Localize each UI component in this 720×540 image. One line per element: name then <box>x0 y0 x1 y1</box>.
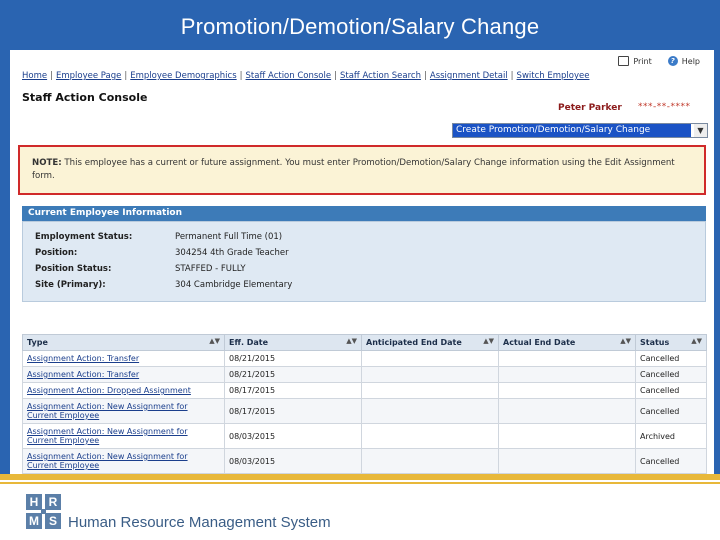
logo-letter: R <box>45 494 61 510</box>
row-type-link[interactable]: Assignment Action: New Assignment for Current Employee <box>27 427 188 445</box>
row-actual-end <box>499 449 636 474</box>
table-row[interactable] <box>23 424 707 449</box>
info-value: 304254 4th Grade Teacher <box>175 248 289 258</box>
hrms-logo <box>26 494 61 529</box>
staff-action-select[interactable] <box>452 123 708 138</box>
column-header-type[interactable]: Type ▲▼ <box>23 335 225 351</box>
slide-title: Promotion/Demotion/Salary Change <box>180 14 540 39</box>
row-eff-date: 08/21/2015 <box>225 351 362 367</box>
help-icon: ? <box>668 56 678 66</box>
row-type-link[interactable]: Assignment Action: Transfer <box>27 354 140 363</box>
row-actual-end <box>499 351 636 367</box>
sort-icon[interactable]: ▲▼ <box>691 337 702 345</box>
row-type-link[interactable]: Assignment Action: New Assignment for Current Employee <box>27 402 188 420</box>
chevron-down-icon[interactable]: ▼ <box>694 124 707 137</box>
table-row[interactable] <box>23 399 707 424</box>
top-links <box>618 56 700 66</box>
footer-gold-bar <box>0 474 720 480</box>
staff-action-table <box>22 334 707 474</box>
info-label: Site (Primary): <box>35 280 106 290</box>
row-status: Cancelled <box>636 383 707 399</box>
sort-icon[interactable]: ▲▼ <box>483 337 494 345</box>
print-link[interactable] <box>618 56 651 66</box>
breadcrumb-employee-demographics[interactable]: Employee Demographics <box>130 71 237 81</box>
screenshot-frame <box>0 50 720 474</box>
info-label: Employment Status: <box>35 232 133 242</box>
row-type-link[interactable]: Assignment Action: New Assignment for Current Employee <box>27 452 188 470</box>
breadcrumb-switch-employee[interactable]: Switch Employee <box>516 71 590 81</box>
logo-letter: M <box>26 513 42 529</box>
help-link[interactable] <box>668 56 700 66</box>
row-anticipated-end <box>362 367 499 383</box>
row-eff-date: 08/03/2015 <box>225 424 362 449</box>
column-header-actual-end-date[interactable]: Actual End Date ▲▼ <box>499 335 636 351</box>
info-label: Position: <box>35 248 78 258</box>
logo-letter: S <box>45 513 61 529</box>
row-type-link[interactable]: Assignment Action: Transfer <box>27 370 140 379</box>
column-header-eff-date[interactable]: Eff. Date ▲▼ <box>225 335 362 351</box>
breadcrumb-staff-action-search[interactable]: Staff Action Search <box>339 71 421 81</box>
table-row[interactable] <box>23 383 707 399</box>
sort-icon[interactable]: ▲▼ <box>209 337 220 345</box>
breadcrumb: Home | Employee Page | Employee Demographics | Staff Action Console | Staff Action Search | Assignment Detail | Switch Employee <box>22 71 590 81</box>
employee-info-header: Current Employee Information <box>22 206 706 221</box>
breadcrumb-assignment-detail[interactable]: Assignment Detail <box>429 71 508 81</box>
employee-id-masked: ***-**-**** <box>638 102 691 112</box>
info-value: 304 Cambridge Elementary <box>175 280 293 290</box>
row-anticipated-end <box>362 424 499 449</box>
row-anticipated-end <box>362 351 499 367</box>
system-name: Human Resource Management System <box>68 514 331 531</box>
sort-icon[interactable]: ▲▼ <box>620 337 631 345</box>
row-eff-date: 08/03/2015 <box>225 449 362 474</box>
row-actual-end <box>499 424 636 449</box>
help-label: Help <box>681 56 700 66</box>
row-actual-end <box>499 383 636 399</box>
notice-label: NOTE: <box>32 158 62 168</box>
row-status: Cancelled <box>636 399 707 424</box>
notice-message: This employee has a current or future assignment. You must enter Promotion/Demotion/Salary Change information using the Edit Assignment form. <box>32 158 675 181</box>
table-header-row <box>23 335 707 351</box>
assignment-notice <box>18 145 706 195</box>
page-title: Staff Action Console <box>22 91 148 104</box>
row-anticipated-end <box>362 449 499 474</box>
row-status: Archived <box>636 424 707 449</box>
info-value: Permanent Full Time (01) <box>175 232 283 242</box>
info-label: Position Status: <box>35 264 112 274</box>
row-status: Cancelled <box>636 367 707 383</box>
breadcrumb-employee-page[interactable]: Employee Page <box>55 71 122 81</box>
row-status: Cancelled <box>636 449 707 474</box>
logo-letter: H <box>26 494 42 510</box>
print-label: Print <box>633 56 652 66</box>
info-value: STAFFED - FULLY <box>175 264 246 274</box>
row-status: Cancelled <box>636 351 707 367</box>
table-row[interactable] <box>23 367 707 383</box>
slide-title-bar <box>0 0 720 50</box>
printer-icon <box>618 56 629 66</box>
row-eff-date: 08/17/2015 <box>225 383 362 399</box>
table-row[interactable] <box>23 449 707 474</box>
column-header-status[interactable]: Status ▲▼ <box>636 335 707 351</box>
row-type-link[interactable]: Assignment Action: Dropped Assignment <box>27 386 191 395</box>
table-row[interactable] <box>23 351 707 367</box>
column-header-anticipated-end-date[interactable]: Anticipated End Date ▲▼ <box>362 335 499 351</box>
footer-gold-line <box>0 482 720 484</box>
breadcrumb-staff-action-console[interactable]: Staff Action Console <box>245 71 332 81</box>
app-screenshot <box>10 50 714 474</box>
employee-info-panel <box>22 221 706 302</box>
row-eff-date: 08/21/2015 <box>225 367 362 383</box>
staff-action-select-value: Create Promotion/Demotion/Salary Change <box>453 124 691 137</box>
employee-name: Peter Parker <box>558 103 622 113</box>
row-eff-date: 08/17/2015 <box>225 399 362 424</box>
breadcrumb-home[interactable]: Home <box>22 71 48 81</box>
row-anticipated-end <box>362 383 499 399</box>
notice-text <box>32 157 692 183</box>
sort-icon[interactable]: ▲▼ <box>346 337 357 345</box>
logo-center-dot <box>41 509 46 514</box>
row-actual-end <box>499 367 636 383</box>
row-anticipated-end <box>362 399 499 424</box>
row-actual-end <box>499 399 636 424</box>
